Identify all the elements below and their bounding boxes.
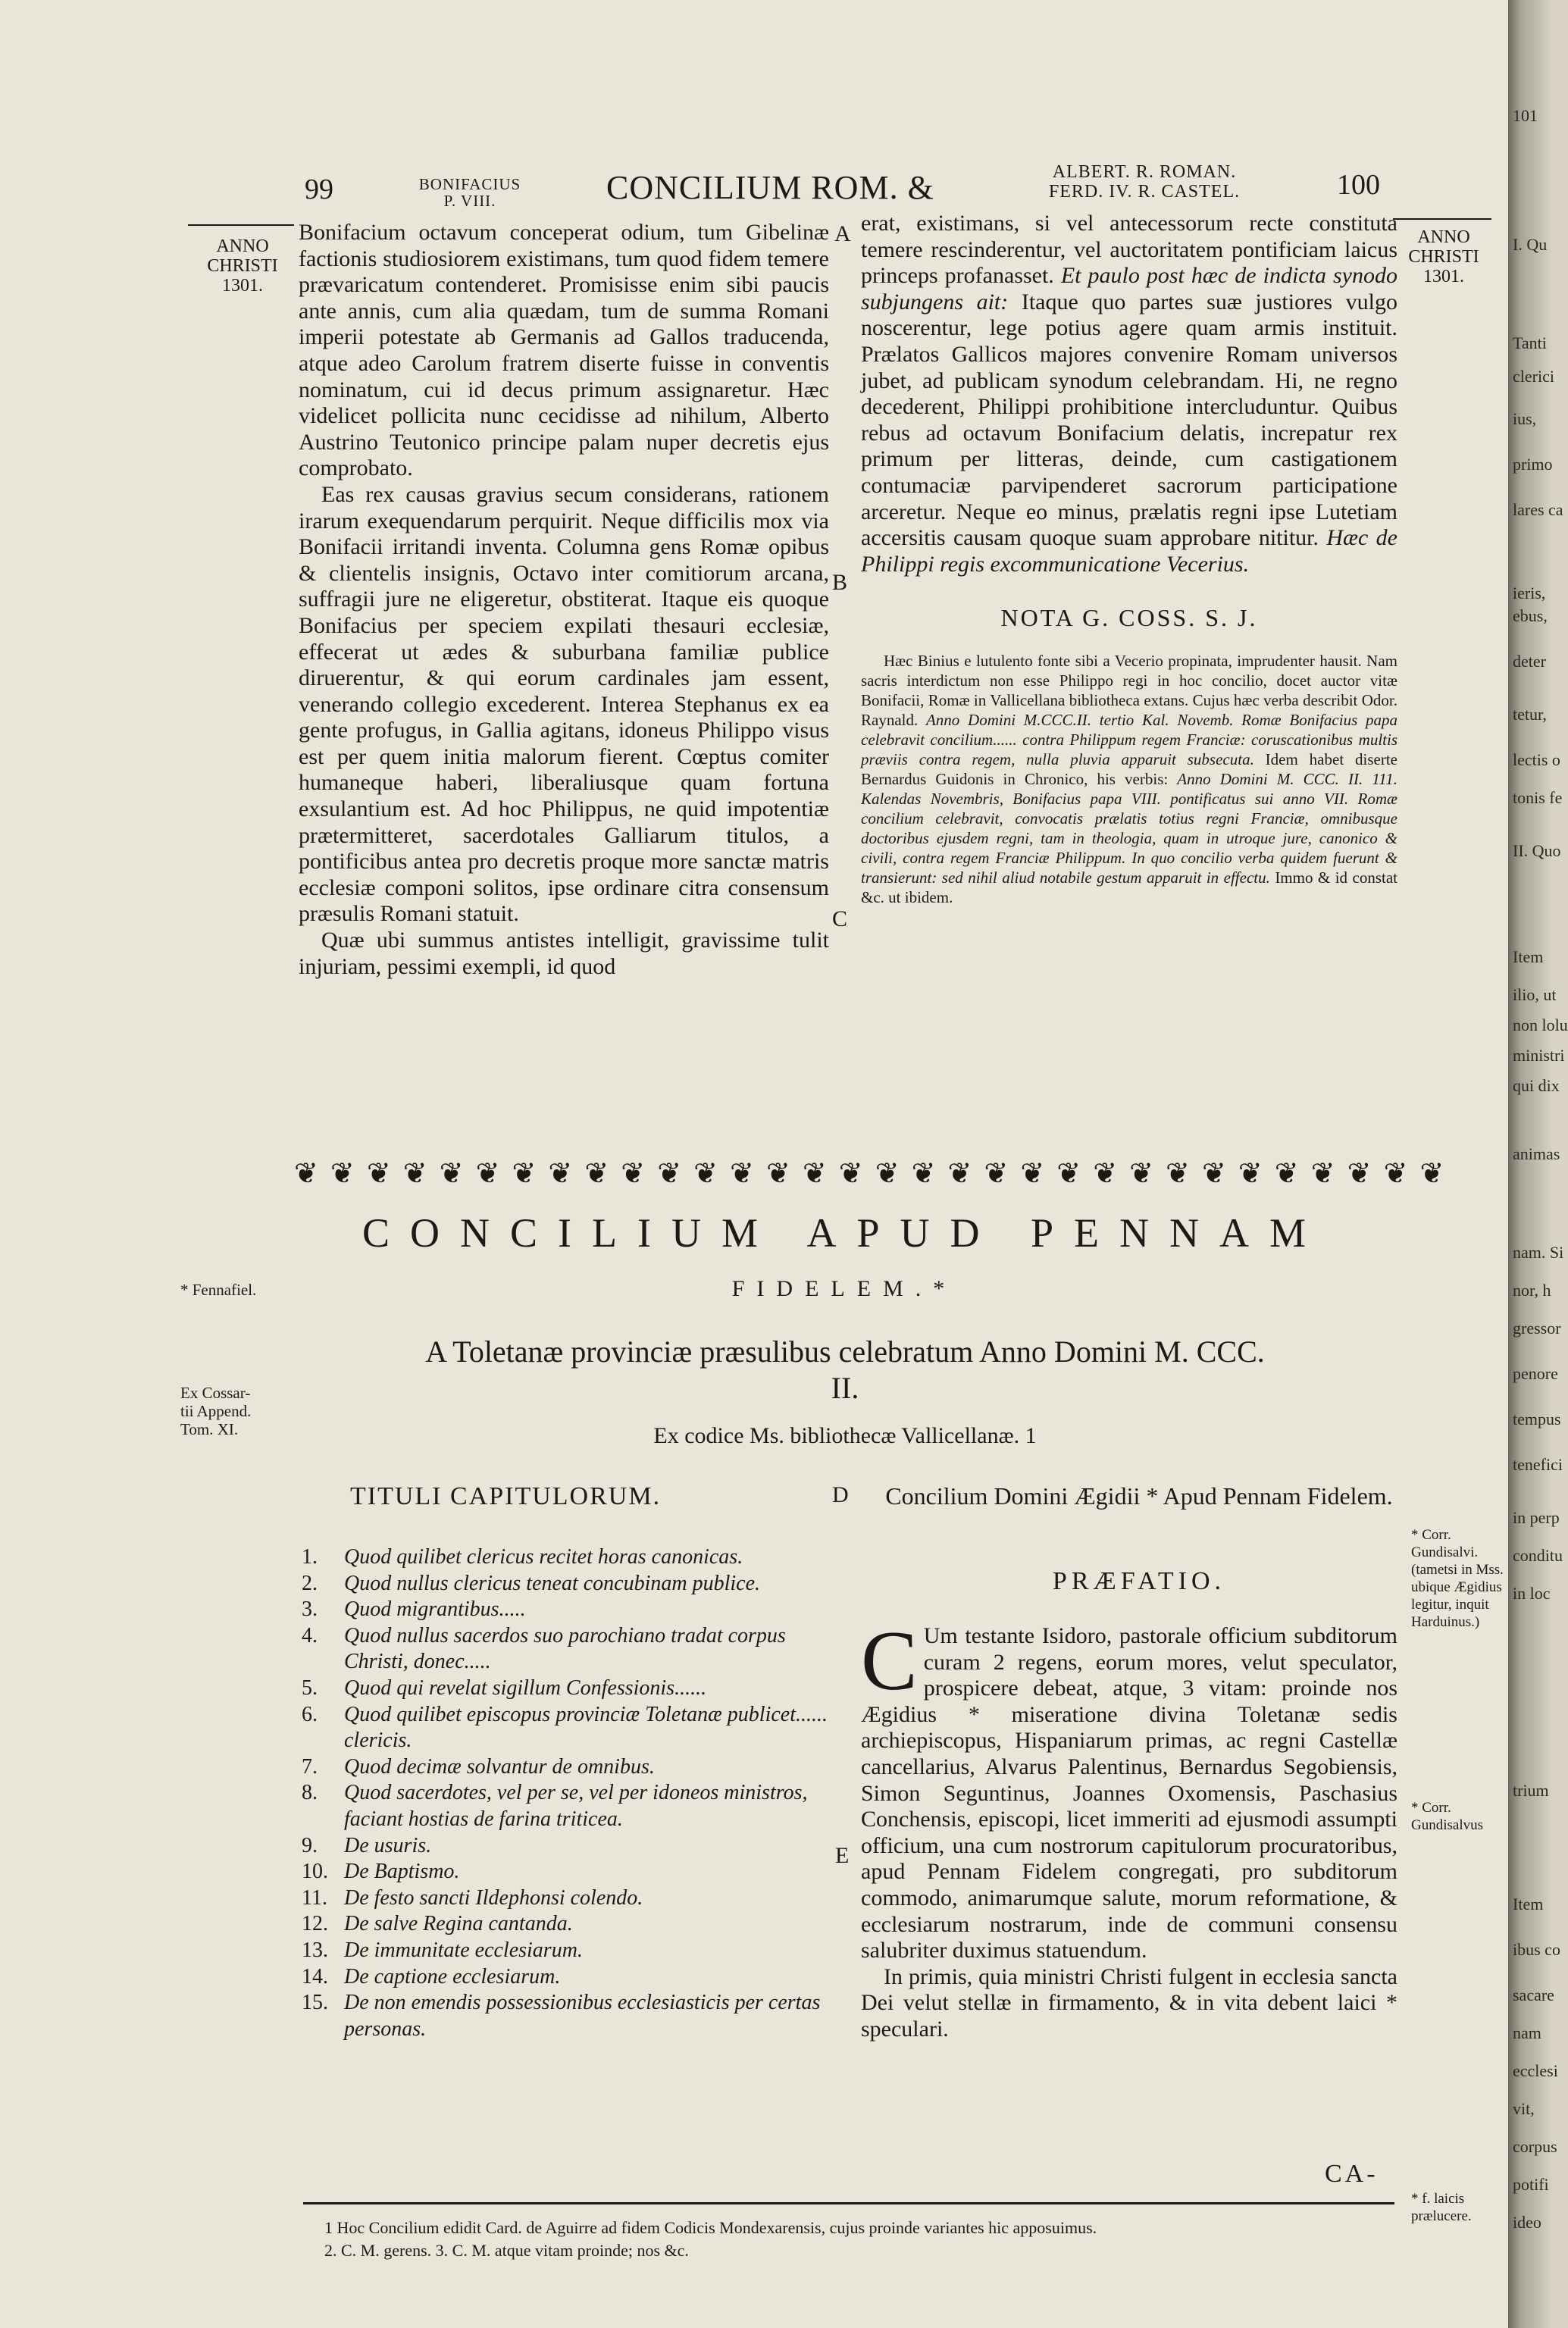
ghost-text: potifi	[1513, 2175, 1549, 2194]
nota-text-2: Idem habet diserte Bernardus Guidonis in Chronico, his verbis:	[861, 749, 1397, 788]
chapter-title: Quod nullus clericus teneat concubinam publice.	[344, 1571, 760, 1595]
chapter-item	[302, 1859, 837, 1885]
ghost-text: ieris,	[1513, 584, 1546, 602]
chapter-number: 7.	[302, 1754, 318, 1779]
ghost-text: ideo	[1513, 2213, 1541, 2232]
nota-italic-1: Anno Domini M.CCC.II. tertio Kal. Novemb. Romæ Bonifacius papa celebravit concilium...... contra Philippum regem Franciæ: coruscationibus multis præviis contra regem, nulla pluvia apparuit subsecuta.	[861, 710, 1397, 768]
running-head-right-line-1: ALBERT. R. ROMAN.	[1052, 162, 1237, 182]
chapter-number: 3.	[302, 1597, 318, 1622]
chapter-title: Quod quilibet clericus recitet horas canonicas.	[344, 1545, 743, 1569]
ghost-text: conditu	[1513, 1546, 1563, 1565]
margin-year-left	[189, 236, 296, 296]
paragraph-bonifacium: Bonifacium octavum conceperat odium, tum Gibelinæ factionis studiosiorem existimans, tum quod fidem temere prævaricatum contenderet. Promisisse enim sibi paucis ante annis, cum alia quædam, tum de summa Romani imperii potestate ab Germanis ad Gallos traducenda, atque adeo Carolum fratrem diserte fuisse in conventis nominatum, cui id decus primum assignaretur. Hæc videlicet pollicita nunc cecidisse ad nihilum, Alberto Austrino Teutonico principe palam nuper decretis ejus comprobato.	[299, 220, 829, 481]
chapter-item	[302, 1885, 837, 1912]
nota-italic-2: Anno Domini M. CCC. II. 111. Kalendas Novembris, Bonifacius papa VIII. pontificatus sui anno VII. Romæ concilium celebravit, convocatis prælatis totius regni Franciæ, omnibusque doctoribus ejusdem regni, tam in theologia, quam in utroque jure, canonico & civili, contra regem Franciæ Philippum. In quo concilio verba quidem fuerunt & transierunt: sed nihil aliud notabile gestum apparuit in effectu.	[861, 769, 1397, 887]
ghost-text: deter	[1513, 652, 1546, 671]
tituli-heading: TITULI CAPITULORUM.	[350, 1482, 662, 1510]
council-subtitle: A Toletanæ provinciæ præsulibus celebratum Anno Domini M. CCC. II.	[425, 1335, 1265, 1405]
side-letter-b: B	[832, 570, 848, 595]
chapter-number: 6.	[302, 1702, 318, 1726]
chapter-item	[302, 1702, 837, 1754]
margin-rule-right	[1393, 218, 1491, 220]
side-letter-a: A	[834, 221, 851, 246]
chapter-title: Quod sacerdotes, vel per se, vel per idoneos ministros, faciant hostias de farina triticea.	[344, 1781, 808, 1831]
chapter-item	[302, 1623, 837, 1676]
margin-year-right-line-1: ANNO	[1417, 227, 1470, 247]
chapter-item	[302, 1676, 837, 1702]
chapter-title: De Baptismo.	[344, 1860, 460, 1884]
paragraph-erat	[861, 211, 1397, 577]
chapter-number: 12.	[302, 1912, 328, 1936]
margin-cossartii-line-1: Ex Cossar-	[180, 1384, 251, 1402]
nota-body	[861, 651, 1397, 907]
margin-year-left-line-3: 1301.	[222, 276, 263, 296]
chapter-list	[302, 1544, 837, 2042]
margin-cossartii-line-2: tii Append.	[180, 1402, 252, 1420]
margin-cossartii	[180, 1384, 294, 1438]
chapter-number: 11.	[302, 1885, 327, 1910]
ghost-text: ebus,	[1513, 606, 1548, 625]
ghost-text: tenefici	[1513, 1455, 1563, 1474]
ghost-text: qui dix	[1513, 1076, 1560, 1095]
nota-text-1: Hæc Binius e lutulento fonte sibi a Vecerio propinata, imprudenter hausit. Nam sacris interdictum non esse Philippo regi in hoc concilio, docet auctor vitæ Bonifacii, Romæ in Vallicellana bibliotheca extans. Cujus hæc verba describit Odor. Raynald.	[861, 651, 1397, 729]
ghost-text: Item	[1513, 947, 1544, 966]
page-number-right: 100	[1337, 169, 1380, 201]
erat-italic-2: Hæc de Philippi regis excommunicatione Vecerius.	[861, 525, 1397, 577]
footnotes	[324, 2217, 1401, 2262]
chapter-title: De salve Regina cantanda.	[344, 1912, 573, 1936]
ghost-text: tonis fe	[1513, 788, 1563, 807]
margin-year-right-line-3: 1301.	[1423, 267, 1464, 286]
margin-cossartii-line-3: Tom. XI.	[180, 1420, 239, 1438]
footnote-rule	[303, 2202, 1394, 2204]
ghost-text: non lolu	[1513, 1015, 1568, 1034]
chapter-title: Quod decimæ solvantur de omnibus.	[344, 1754, 655, 1779]
footnote-2: 2. C. M. gerens. 3. C. M. atque vitam proinde; nos &c.	[324, 2241, 689, 2260]
running-head-right	[1016, 162, 1273, 202]
ghost-text: in loc	[1513, 1584, 1551, 1603]
page-number-left: 99	[305, 174, 333, 205]
margin-year-right	[1394, 227, 1493, 286]
running-head-left-line-1: BONIFACIUS	[418, 175, 521, 193]
ghost-text: nor, h	[1513, 1281, 1551, 1300]
chapter-number: 2.	[302, 1571, 318, 1595]
next-page-edge	[1508, 0, 1568, 2328]
chapter-number: 14.	[302, 1964, 328, 1988]
footnote-1: 1 Hoc Concilium edidit Card. de Aguirre ad fidem Codicis Mondexarensis, cujus proinde variantes hic apposuimus.	[324, 2218, 1097, 2237]
praefatio-text-1: Um testante Isidoro, pastorale officium subditorum curam 2 regens, eorum mores, velut speculator, prospicere debeat, atque, 3 vitam: proinde nos Ægidius * miseratione divina Toletanæ sedis archiepiscopus, Hispaniarum primas, ac regni Castellæ cancellarius, Alvarus Palentinus, Bernardus Segobiensis, Simon Seguntinus, Joannes Oxomensis, Paschasius Conchensis, episcopi, licet immeriti ad ejusmodi assumpti officium, una cum nostrorum capitulorum procuratoribus, apud Pennam Fidelem congregati, pro subditorum commodo, animarumque salute, morum reformatione, & ecclesiarum nostrarum, inde de communi consensu salubriter duximus statuendum.	[861, 1623, 1397, 1963]
ghost-text: nam	[1513, 2023, 1541, 2042]
ghost-text: ecclesi	[1513, 2061, 1558, 2080]
chapter-number: 10.	[302, 1860, 328, 1884]
ghost-text: lares ca	[1513, 500, 1563, 519]
chapter-item	[302, 1571, 837, 1597]
ghost-text: 101	[1513, 106, 1538, 125]
ghost-text: I. Qu	[1513, 235, 1548, 254]
chapter-title: De festo sancti Ildephonsi colendo.	[344, 1885, 643, 1910]
chapter-item	[302, 1938, 837, 1964]
right-column-top	[861, 211, 1397, 907]
concilium-heading: Concilium Domini Ægidii * Apud Pennam Fidelem.	[885, 1482, 1393, 1510]
margin-year-left-line-1: ANNO	[216, 236, 269, 256]
chapter-title: Quod qui revelat sigillum Confessionis......	[344, 1676, 707, 1700]
running-head-right-line-2: FERD. IV. R. CASTEL.	[1048, 182, 1241, 202]
nota-paragraph	[861, 651, 1397, 907]
paragraph-eas-rex: Eas rex causas gravius secum considerans, rationem irarum exequendarum perquirit. Neque difficilis mox via Bonifacii irritandi inventa. Columna gens Romæ opibus & clientelis insignis, Octavo inter comitiorum arcana, suffragii jure ne eligeretur, obstiterat. Itaque eis quoque Bonifacius per speciem expilati thesauri ecclesiæ, effecerat ut ædes & suburbana familiæ publice diruerentur, & qui eorum cardinales jam essent, venerando collegio excederent. Interea Stephanus ex ea gente profugus, in Gallia agitans, idoneus Philippo visus est per quem initia malorum fierent. Cœptus comiter humaneque haberi, liberaliusque quam fortuna exsulantium est. Ad hoc Philippus, ne quid impotentiæ prætermitteret, sacerdotales Galliarum titulos, a pontificibus antea pro decretis proque more sanctæ matris ecclesiæ componi solitos, ipse ordinare citra consensum præsulis Romani statuit.	[299, 481, 829, 927]
council-source: Ex codice Ms. bibliothecæ Vallicellanæ. 1	[653, 1423, 1037, 1448]
margin-year-right-line-2: CHRISTI	[1408, 247, 1479, 267]
catchword: CA-	[1325, 2160, 1379, 2188]
side-letter-c: C	[832, 906, 848, 931]
erat-italic-1: Et paulo post hæc de indicta synodo subjungens ait:	[861, 263, 1397, 314]
ghost-text: primo	[1513, 455, 1553, 474]
ghost-text: nam. Si	[1513, 1243, 1564, 1262]
ghost-text: Item	[1513, 1895, 1544, 1913]
chapter-item	[302, 1780, 837, 1832]
chapter-item	[302, 1911, 837, 1938]
chapter-number: 13.	[302, 1938, 328, 1962]
nota-title: NOTA G. COSS. S. J.	[1000, 604, 1258, 632]
ghost-text: gressor	[1513, 1319, 1561, 1338]
chapter-number: 8.	[302, 1781, 318, 1805]
margin-rule-left	[188, 224, 294, 226]
chapter-title: De non emendis possessionibus ecclesiasticis per certas personas.	[344, 1991, 821, 2041]
ghost-text: in perp	[1513, 1508, 1560, 1527]
side-letter-d: D	[832, 1482, 849, 1507]
margin-fennafiel: * Fennafiel.	[180, 1281, 257, 1299]
drop-cap: C	[861, 1614, 918, 1708]
left-column-top	[299, 220, 829, 980]
erat-text-2: Itaque quo partes suæ justiores vulgo noscerentur, lege potius agere quam armis instituit. Prælatos Gallicos majores convenire Romam universos jubet, ad publicam synodum celebrandam. Hi, ne regno decederent, Philippi prohibitione intercluduntur. Quibus rebus ad octavum Bonifacium delatis, increpatur rex primum per litteras, deinde, cum castigationem contumaciæ parvipenderet sacrorum participatione arceretur. Neque eo minus, prælatis regni ipse Lutetiam accersitis causam quoque suam approbare nititur.	[861, 289, 1397, 551]
ornament-band: ❦ ❦ ❦ ❦ ❦ ❦ ❦ ❦ ❦ ❦ ❦ ❦ ❦ ❦ ❦ ❦ ❦ ❦ ❦ ❦ ❦ ❦ ❦ ❦ ❦ ❦ ❦ ❦ ❦ ❦ ❦ ❦	[294, 1156, 1446, 1190]
ghost-text: tetur,	[1513, 705, 1547, 724]
ghost-text: ilio, ut	[1513, 985, 1557, 1004]
ghost-text: lectis o	[1513, 750, 1560, 769]
chapter-title: Quod quilibet episcopus provinciæ Toletanæ publicet...... clericis.	[344, 1702, 828, 1753]
ghost-text: Tanti	[1513, 333, 1547, 352]
running-head-left	[402, 176, 538, 209]
ghost-text: ius,	[1513, 409, 1537, 428]
chapter-item	[302, 1833, 837, 1860]
margin-corr-gundisalvi: * Corr. Gundisalvi. (tametsi in Mss. ubique Ægidius legitur, inquit Harduinus.)	[1411, 1527, 1504, 1630]
ghost-text: trium	[1513, 1781, 1549, 1800]
ghost-text: corpus	[1513, 2137, 1557, 2156]
chapter-title: Quod migrantibus.....	[344, 1597, 526, 1622]
ghost-text: animas	[1513, 1144, 1560, 1163]
ghost-text: tempus	[1513, 1410, 1561, 1428]
praefatio-paragraph-2: In primis, quia ministri Christi fulgent in ecclesia sancta Dei velut stellæ in firmamento, & in vita debent laici * speculari.	[861, 1963, 1397, 2042]
nota-text-3: Immo & id constat &c. ut ibidem.	[861, 868, 1397, 906]
margin-corr-gundisalvus: * Corr. Gundisalvus	[1411, 1800, 1483, 1833]
paragraph-quae-ubi: Quæ ubi summus antistes intelligit, gravissime tulit injuriam, pessimi exempli, id quod	[299, 928, 829, 979]
chapter-number: 1.	[302, 1545, 318, 1569]
chapter-number: 4.	[302, 1623, 318, 1647]
running-title: CONCILIUM ROM. &	[606, 169, 934, 206]
ghost-text: II. Quo	[1513, 841, 1561, 860]
ghost-text: penore	[1513, 1364, 1558, 1383]
chapter-title: De captione ecclesiarum.	[344, 1964, 561, 1988]
chapter-item	[302, 1754, 837, 1781]
chapter-title: De usuris.	[344, 1833, 432, 1857]
chapter-title: De immunitate ecclesiarum.	[344, 1938, 583, 1962]
ghost-text: ibus co	[1513, 1940, 1560, 1959]
chapter-item	[302, 1544, 837, 1571]
praefatio-paragraph-1	[861, 1614, 1397, 1964]
ghost-text: ministri	[1513, 1046, 1565, 1065]
chapter-item	[302, 1597, 837, 1623]
council-title: CONCILIUM APUD PENNAM	[361, 1210, 1327, 1256]
ghost-text: vit,	[1513, 2099, 1535, 2118]
side-letter-e: E	[835, 1843, 850, 1868]
erat-text: erat, existimans, si vel antecessorum recte constituta temere rescinderentur, vel auctoritatem pontificiam laicus princeps profanasset.	[861, 211, 1397, 289]
chapter-title: Quod nullus sacerdos suo parochiano tradat corpus Christi, donec.....	[344, 1623, 786, 1674]
council-title-fidelem: FIDELEM.*	[731, 1276, 957, 1301]
chapter-number: 9.	[302, 1833, 318, 1857]
chapter-number: 15.	[302, 1991, 328, 2015]
ghost-text: sacare	[1513, 1985, 1554, 2004]
praefatio-body	[861, 1614, 1397, 2043]
chapter-number: 5.	[302, 1676, 318, 1700]
margin-laicis: * f. laicis prælucere.	[1411, 2191, 1472, 2224]
chapter-item	[302, 1964, 837, 1991]
margin-year-left-line-2: CHRISTI	[207, 256, 278, 276]
running-head-left-line-2: P. VIII.	[443, 192, 496, 210]
chapter-item	[302, 1990, 837, 2042]
ghost-text: clerici	[1513, 367, 1554, 386]
praefatio-heading: PRÆFATIO.	[1052, 1567, 1226, 1595]
